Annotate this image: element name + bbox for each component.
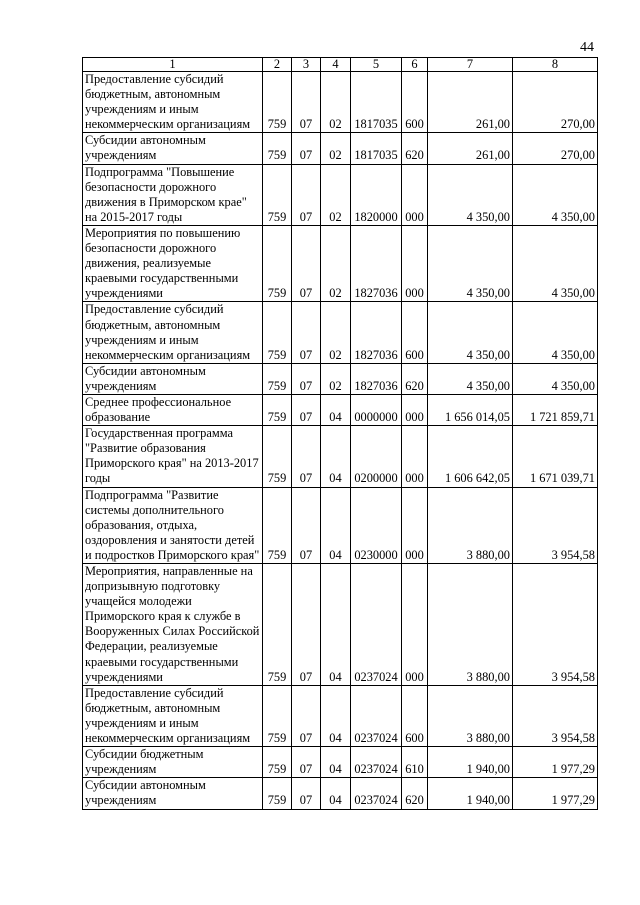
amount-year2-cell: 3 954,58 <box>513 564 598 686</box>
amount-year2-cell: 270,00 <box>513 72 598 133</box>
amount-year2-cell: 1 721 859,71 <box>513 394 598 425</box>
subsection-code-cell: 02 <box>321 72 351 133</box>
section-code-cell: 07 <box>292 225 321 301</box>
ved-code-cell: 759 <box>263 133 292 164</box>
subsection-code-cell: 04 <box>321 778 351 809</box>
target-article-cell: 1827036 <box>351 363 402 394</box>
subsection-code-cell: 04 <box>321 394 351 425</box>
table-row <box>83 394 598 425</box>
amount-year1-cell: 1 940,00 <box>428 778 513 809</box>
ved-code-cell: 759 <box>263 302 292 363</box>
target-article-cell: 1827036 <box>351 225 402 301</box>
table-row <box>83 72 598 133</box>
table-row <box>83 487 598 563</box>
table-row <box>83 164 598 225</box>
section-code-cell: 07 <box>292 564 321 686</box>
amount-year2-cell: 3 954,58 <box>513 685 598 746</box>
budget-table <box>82 57 598 810</box>
target-article-cell: 0237024 <box>351 685 402 746</box>
target-article-cell: 0200000 <box>351 426 402 487</box>
expense-type-cell: 600 <box>402 302 428 363</box>
amount-year2-cell: 3 954,58 <box>513 487 598 563</box>
table-row <box>83 225 598 301</box>
ved-code-cell: 759 <box>263 564 292 686</box>
table-row <box>83 302 598 363</box>
ved-code-cell: 759 <box>263 72 292 133</box>
row-name-cell: Государственная программа "Развитие образования Приморского края" на 2013-2017 годы <box>83 426 263 487</box>
amount-year1-cell: 261,00 <box>428 72 513 133</box>
column-header: 4 <box>321 58 351 72</box>
row-name-cell: Подпрограмма "Развитие системы дополнительного образования, отдыха, оздоровления и занятости детей и подростков Приморского края" <box>83 487 263 563</box>
amount-year2-cell: 4 350,00 <box>513 164 598 225</box>
table-row <box>83 685 598 746</box>
ved-code-cell: 759 <box>263 778 292 809</box>
ved-code-cell: 759 <box>263 394 292 425</box>
ved-code-cell: 759 <box>263 747 292 778</box>
section-code-cell: 07 <box>292 426 321 487</box>
row-name-cell: Предоставление субсидий бюджетным, автономным учреждениям и иным некоммерческим организациям <box>83 685 263 746</box>
row-name-cell: Предоставление субсидий бюджетным, автономным учреждениям и иным некоммерческим организациям <box>83 302 263 363</box>
target-article-cell: 1817035 <box>351 72 402 133</box>
section-code-cell: 07 <box>292 394 321 425</box>
expense-type-cell: 620 <box>402 133 428 164</box>
amount-year1-cell: 4 350,00 <box>428 164 513 225</box>
expense-type-cell: 600 <box>402 685 428 746</box>
subsection-code-cell: 02 <box>321 302 351 363</box>
column-header: 6 <box>402 58 428 72</box>
amount-year1-cell: 3 880,00 <box>428 564 513 686</box>
amount-year2-cell: 1 977,29 <box>513 747 598 778</box>
target-article-cell: 0237024 <box>351 747 402 778</box>
page-number: 44 <box>580 40 594 55</box>
subsection-code-cell: 02 <box>321 363 351 394</box>
column-header: 1 <box>83 58 263 72</box>
target-article-cell: 0230000 <box>351 487 402 563</box>
ved-code-cell: 759 <box>263 685 292 746</box>
row-name-cell: Мероприятия, направленные на допризывную подготовку учащейся молодежи Приморского края к службе в Вооруженных Силах Российской Федерации, реализуемые краевыми государственными учреждениями <box>83 564 263 686</box>
subsection-code-cell: 02 <box>321 133 351 164</box>
amount-year1-cell: 1 940,00 <box>428 747 513 778</box>
section-code-cell: 07 <box>292 685 321 746</box>
target-article-cell: 0237024 <box>351 778 402 809</box>
column-header: 5 <box>351 58 402 72</box>
table-row <box>83 133 598 164</box>
ved-code-cell: 759 <box>263 363 292 394</box>
target-article-cell: 1820000 <box>351 164 402 225</box>
table-body <box>83 72 598 810</box>
expense-type-cell: 000 <box>402 564 428 686</box>
amount-year1-cell: 4 350,00 <box>428 363 513 394</box>
row-name-cell: Субсидии бюджетным учреждениям <box>83 747 263 778</box>
expense-type-cell: 610 <box>402 747 428 778</box>
row-name-cell: Подпрограмма "Повышение безопасности дорожного движения в Приморском крае" на 2015-2017 годы <box>83 164 263 225</box>
section-code-cell: 07 <box>292 302 321 363</box>
subsection-code-cell: 04 <box>321 564 351 686</box>
amount-year2-cell: 270,00 <box>513 133 598 164</box>
amount-year1-cell: 1 656 014,05 <box>428 394 513 425</box>
amount-year1-cell: 261,00 <box>428 133 513 164</box>
subsection-code-cell: 04 <box>321 426 351 487</box>
target-article-cell: 0237024 <box>351 564 402 686</box>
section-code-cell: 07 <box>292 164 321 225</box>
table-row <box>83 363 598 394</box>
section-code-cell: 07 <box>292 133 321 164</box>
section-code-cell: 07 <box>292 363 321 394</box>
subsection-code-cell: 04 <box>321 685 351 746</box>
expense-type-cell: 000 <box>402 426 428 487</box>
subsection-code-cell: 04 <box>321 487 351 563</box>
column-header: 3 <box>292 58 321 72</box>
row-name-cell: Субсидии автономным учреждениям <box>83 363 263 394</box>
amount-year1-cell: 1 606 642,05 <box>428 426 513 487</box>
table-header-row <box>83 58 598 72</box>
section-code-cell: 07 <box>292 72 321 133</box>
ved-code-cell: 759 <box>263 426 292 487</box>
amount-year2-cell: 1 671 039,71 <box>513 426 598 487</box>
section-code-cell: 07 <box>292 747 321 778</box>
subsection-code-cell: 02 <box>321 225 351 301</box>
expense-type-cell: 000 <box>402 487 428 563</box>
target-article-cell: 1817035 <box>351 133 402 164</box>
table-row <box>83 426 598 487</box>
expense-type-cell: 000 <box>402 225 428 301</box>
expense-type-cell: 000 <box>402 164 428 225</box>
column-header: 7 <box>428 58 513 72</box>
expense-type-cell: 620 <box>402 778 428 809</box>
expense-type-cell: 000 <box>402 394 428 425</box>
column-header: 8 <box>513 58 598 72</box>
ved-code-cell: 759 <box>263 225 292 301</box>
row-name-cell: Среднее профессиональное образование <box>83 394 263 425</box>
expense-type-cell: 620 <box>402 363 428 394</box>
row-name-cell: Предоставление субсидий бюджетным, автономным учреждениям и иным некоммерческим организациям <box>83 72 263 133</box>
row-name-cell: Субсидии автономным учреждениям <box>83 778 263 809</box>
subsection-code-cell: 04 <box>321 747 351 778</box>
amount-year1-cell: 4 350,00 <box>428 225 513 301</box>
section-code-cell: 07 <box>292 487 321 563</box>
amount-year2-cell: 4 350,00 <box>513 363 598 394</box>
table-row <box>83 747 598 778</box>
amount-year2-cell: 4 350,00 <box>513 302 598 363</box>
section-code-cell: 07 <box>292 778 321 809</box>
target-article-cell: 1827036 <box>351 302 402 363</box>
table-row <box>83 564 598 686</box>
row-name-cell: Субсидии автономным учреждениям <box>83 133 263 164</box>
amount-year2-cell: 1 977,29 <box>513 778 598 809</box>
subsection-code-cell: 02 <box>321 164 351 225</box>
ved-code-cell: 759 <box>263 487 292 563</box>
ved-code-cell: 759 <box>263 164 292 225</box>
row-name-cell: Мероприятия по повышению безопасности дорожного движения, реализуемые краевыми государственными учреждениями <box>83 225 263 301</box>
amount-year1-cell: 4 350,00 <box>428 302 513 363</box>
column-header: 2 <box>263 58 292 72</box>
amount-year2-cell: 4 350,00 <box>513 225 598 301</box>
amount-year1-cell: 3 880,00 <box>428 487 513 563</box>
table-row <box>83 778 598 809</box>
amount-year1-cell: 3 880,00 <box>428 685 513 746</box>
target-article-cell: 0000000 <box>351 394 402 425</box>
expense-type-cell: 600 <box>402 72 428 133</box>
